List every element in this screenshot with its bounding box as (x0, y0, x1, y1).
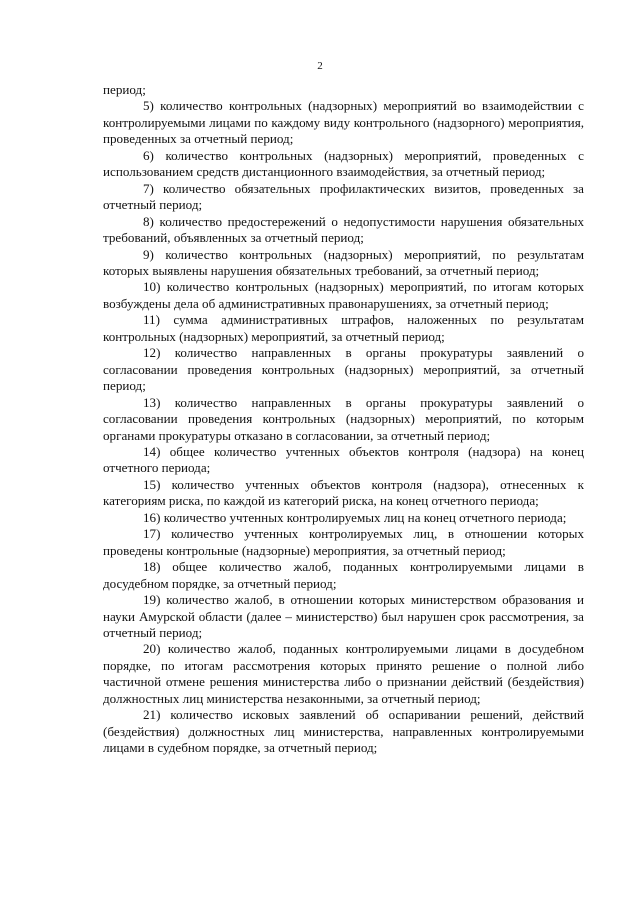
list-item-6: 6) количество контрольных (надзорных) мероприятий, проведенных с использованием средств дистанционного взаимодействия, за отчетный период; (103, 147, 584, 180)
list-item-11: 11) сумма административных штрафов, наложенных по результатам контрольных (надзорных) мероприятий, за отчетный период; (103, 312, 584, 344)
list-item-7: 7) количество обязательных профилактических визитов, проведенных за отчетный период; (103, 180, 584, 213)
list-item-14: 14) общее количество учтенных объектов контроля (надзора) на конец отчетного периода; (103, 443, 584, 476)
list-item-13: 13) количество направленных в органы прокуратуры заявлений о согласовании проведения контрольных (надзорных) мероприятий, по которым органами прокуратуры отказано в согласовании, за отчетный период; (103, 394, 584, 443)
list-item-20: 20) количество жалоб, поданных контролируемыми лицами в досудебном порядке, по итогам рассмотрения которых принято решение о полной либо частичной отмене решения министерства либо о признании действий (бездействия) должностных лиц министерства незаконными, за отчетный период; (103, 641, 584, 706)
list-item-17: 17) количество учтенных контролируемых лиц, в отношении которых проведены контрольные (надзорные) мероприятия, за отчетный период; (103, 526, 584, 558)
list-item-21: 21) количество исковых заявлений об оспаривании решений, действий (бездействия) должностных лиц министерства, направленных контролируемыми лицами в судебном порядке, за отчетный период; (103, 707, 584, 756)
list-item-19: 19) количество жалоб, в отношении которых министерством образования и науки Амурской области (далее – министерство) был нарушен срок рассмотрения, за отчетный период; (103, 592, 584, 640)
document-body (103, 82, 584, 757)
list-item-12: 12) количество направленных в органы прокуратуры заявлений о согласовании проведения контрольных (надзорных) мероприятий, за отчетный период; (103, 345, 584, 394)
list-item-15: 15) количество учтенных объектов контроля (надзора), отнесенных к категориям риска, по каждой из категорий риска, на конец отчетного периода; (103, 476, 584, 509)
list-item-9: 9) количество контрольных (надзорных) мероприятий, по результатам которых выявлены нарушения обязательных требований, за отчетный период; (103, 246, 584, 278)
page-number: 2 (317, 60, 323, 72)
list-item-16: 16) количество учтенных контролируемых лиц на конец отчетного периода; (143, 509, 567, 525)
list-item-8: 8) количество предостережений о недопустимости нарушения обязательных требований, объявленных за отчетный период; (103, 213, 584, 246)
paragraph-continuation: период; (103, 82, 146, 97)
list-item-18: 18) общее количество жалоб, поданных контролируемыми лицами в досудебном порядке, за отчетный период; (103, 559, 584, 591)
list-item-5: 5) количество контрольных (надзорных) мероприятий во взаимодействии с контролируемыми лицами по каждому виду контрольного (надзорного) мероприятия, проведенных за отчетный период; (103, 98, 584, 147)
list-item-10: 10) количество контрольных (надзорных) мероприятий, по итогам которых возбуждены дела об административных правонарушениях, за отчетный период; (103, 279, 584, 311)
